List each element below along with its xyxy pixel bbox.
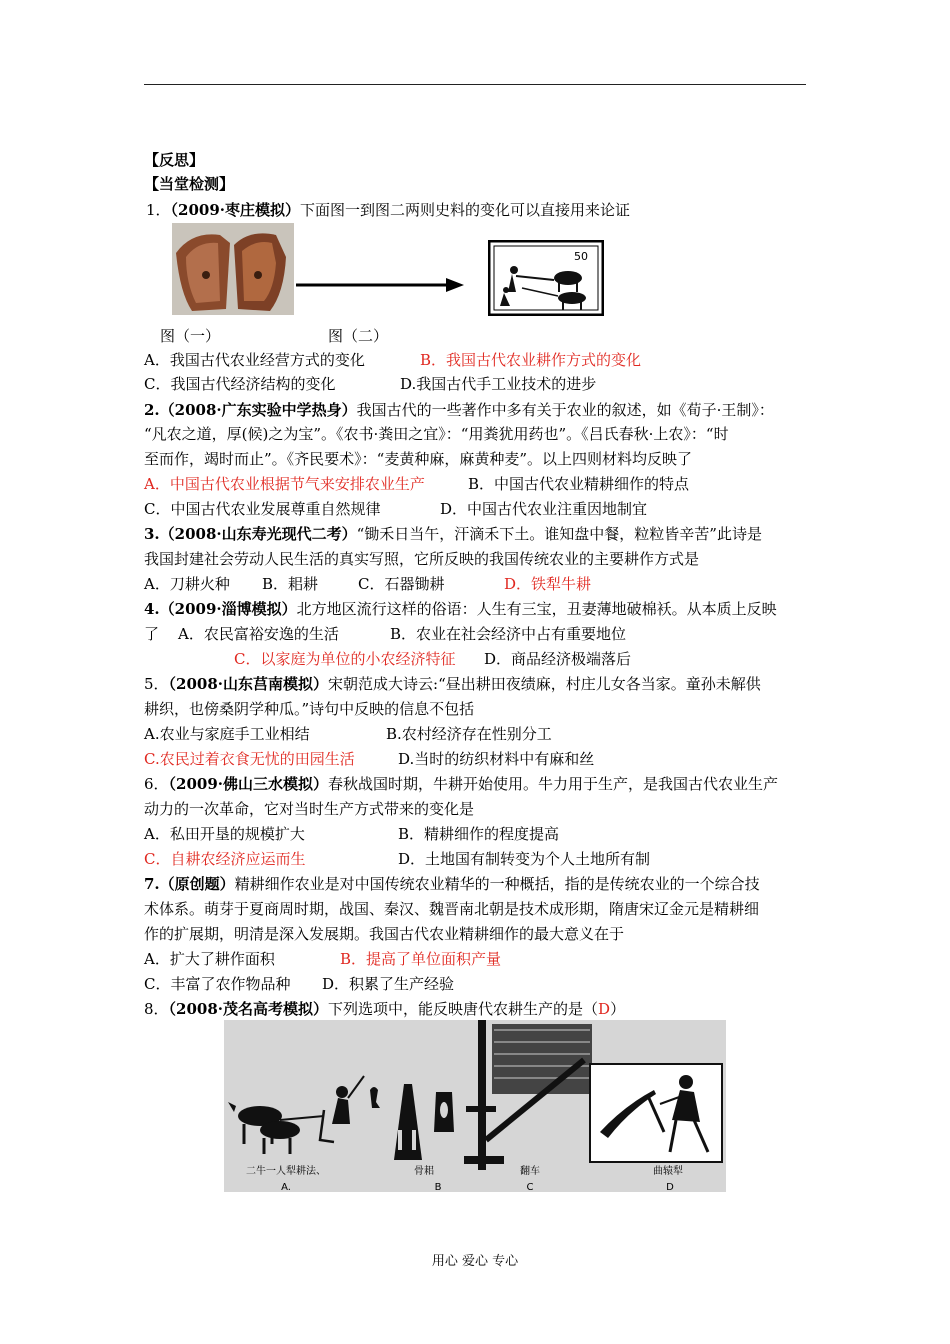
arrow-right [296,277,464,293]
q7-option-c: C．丰富了农作物品种 [144,975,291,993]
curved-plow-icon [590,1064,722,1162]
q6-option-d: D．土地国有制转变为个人土地所有制 [398,850,651,868]
question-6: 6．（2009·佛山三水模拟）春秋战国时期，牛耕开始使用。牛力用于生产，是我国古代农业生产 [144,775,779,793]
q2-option-b: B．中国古代农业精耕细作的特点 [468,475,690,493]
question-4: 4.（2009·淄博模拟）北方地区流行这样的俗语：人生有三宝，丑妻薄地破棉袄。从本质上反映 [144,600,777,618]
question-3: 3.（2008·山东寿光现代二考）“锄禾日当午，汗滴禾下土。谁知盘中餐，粒粒皆辛苦”此诗是 [144,525,762,543]
stamp-ox-plowing-image [488,240,604,316]
question-7: 7.（原创题）精耕细作农业是对中国传统农业精华的一种概括，指的是传统农业的一个综合技 [144,875,760,893]
q4-option-d: D．商品经济极端落后 [484,650,632,668]
farming-tools-illustration [224,1020,726,1192]
q7-option-b-answer: B．提高了单位面积产量 [340,950,502,968]
q7-option-a: A．扩大了耕作面积 [144,950,275,968]
q7-option-d: D．积累了生产经验 [322,975,455,993]
q5-line-2: 耕织，也傍桑阴学种瓜。”诗句中反映的信息不包括 [144,700,475,718]
q6-line-2: 动力的一次革命，它对当时生产方式带来的变化是 [144,800,475,818]
letter-d: D [666,1182,674,1192]
q2-line-2: “凡农之道，厚(候)之为宝”。《农书·粪田之宜》：“用粪犹用药也”。《吕氏春秋·上农》：“时 [144,425,729,443]
heading-check: 【当堂检测】 [144,175,235,193]
q6-option-a: A．私田开垦的规模扩大 [144,825,305,843]
q1-option-b-answer: B．我国古代农业耕作方式的变化 [420,351,642,369]
q3-option-a: A．刀耕火种 [144,575,230,593]
question-5: 5．（2008·山东莒南模拟）宋朝范成大诗云:“昼出耕田夜绩麻，村庄儿女各当家。童孙未解供 [144,675,761,693]
q6-option-c-answer: C．自耕农经济应运而生 [144,850,306,868]
heading-reflection: 【反思】 [144,151,205,169]
q4-option-b: B．农业在社会经济中占有重要地位 [390,625,627,643]
q5-option-c-answer: C.农民过着衣食无忧的田园生活 [144,750,355,768]
caption-d: 曲辕犁 [653,1166,683,1177]
caption-b: 骨耜 [414,1166,434,1177]
q6-option-b: B．精耕细作的程度提高 [398,825,560,843]
q4-option-c-answer: C．以家庭为单位的小农经济特征 [234,650,456,668]
ancient-plowshare-photo [172,223,294,315]
letter-c: C [526,1182,534,1192]
q7-line-2: 术体系。萌芽于夏商周时期，战国、秦汉、魏晋南北朝是技术成形期，隋唐宋辽金元是精耕细 [144,900,760,918]
q2-option-a-answer: A．中国古代农业根据节气来安排农业生产 [144,475,425,493]
question-8: 8．（2008·茂名高考模拟）下列选项中，能反映唐代农耕生产的是（D） [144,1000,626,1018]
question-2: 2.（2008·广东实验中学热身）我国古代的一些著作中多有关于农业的叙述，如《荀子·王制》： [144,401,774,419]
q5-option-b: B.农村经济存在性别分工 [386,725,552,743]
q2-option-d: D．中国古代农业注重因地制宜 [440,500,648,518]
q3-option-d-answer: D．铁犁牛耕 [504,575,592,593]
letter-a: A. [281,1182,291,1192]
header-rule [144,84,806,85]
caption-c: 翻车 [520,1166,540,1177]
q3-line-2: 我国封建社会劳动人民生活的真实写照，它所反映的我国传统农业的主要耕作方式是 [144,550,700,568]
q5-option-d: D.当时的纺织材料中有麻和丝 [398,750,595,768]
question-1: 1．（2009·枣庄模拟）下面图一到图二两则史料的变化可以直接用来论证 [146,201,631,219]
q3-option-b: B．耜耕 [262,575,319,593]
q7-line-3: 作的扩展期，明清是深入发展期。我国古代农业精耕细作的最大意义在于 [144,925,625,943]
caption-a: 二牛一人犁耕法、 [246,1166,326,1177]
q1-option-a: A．我国古代农业经营方式的变化 [144,351,365,369]
figure-1-caption: 图（一） [160,327,221,345]
figure-2-caption: 图（二） [328,327,389,345]
q2-line-3: 至而作，竭时而止”。《齐民要术》：“麦黄种麻，麻黄种麦”。以上四则材料均反映了 [144,450,693,468]
stamp-value: 50 [574,250,588,263]
q5-option-a: A.农业与家庭手工业相结 [144,725,310,743]
q2-option-c: C．中国古代农业发展尊重自然规律 [144,500,381,518]
q4-option-a: A．农民富裕安逸的生活 [178,625,339,643]
q1-option-d: D.我国古代手工业技术的进步 [400,375,597,393]
q3-option-c: C．石器锄耕 [358,575,445,593]
q1-option-c: C．我国古代经济结构的变化 [144,375,336,393]
q4-line-2: 了 [144,625,160,643]
page-footer: 用心 爱心 专心 [431,1254,519,1269]
letter-b: B [434,1182,442,1192]
